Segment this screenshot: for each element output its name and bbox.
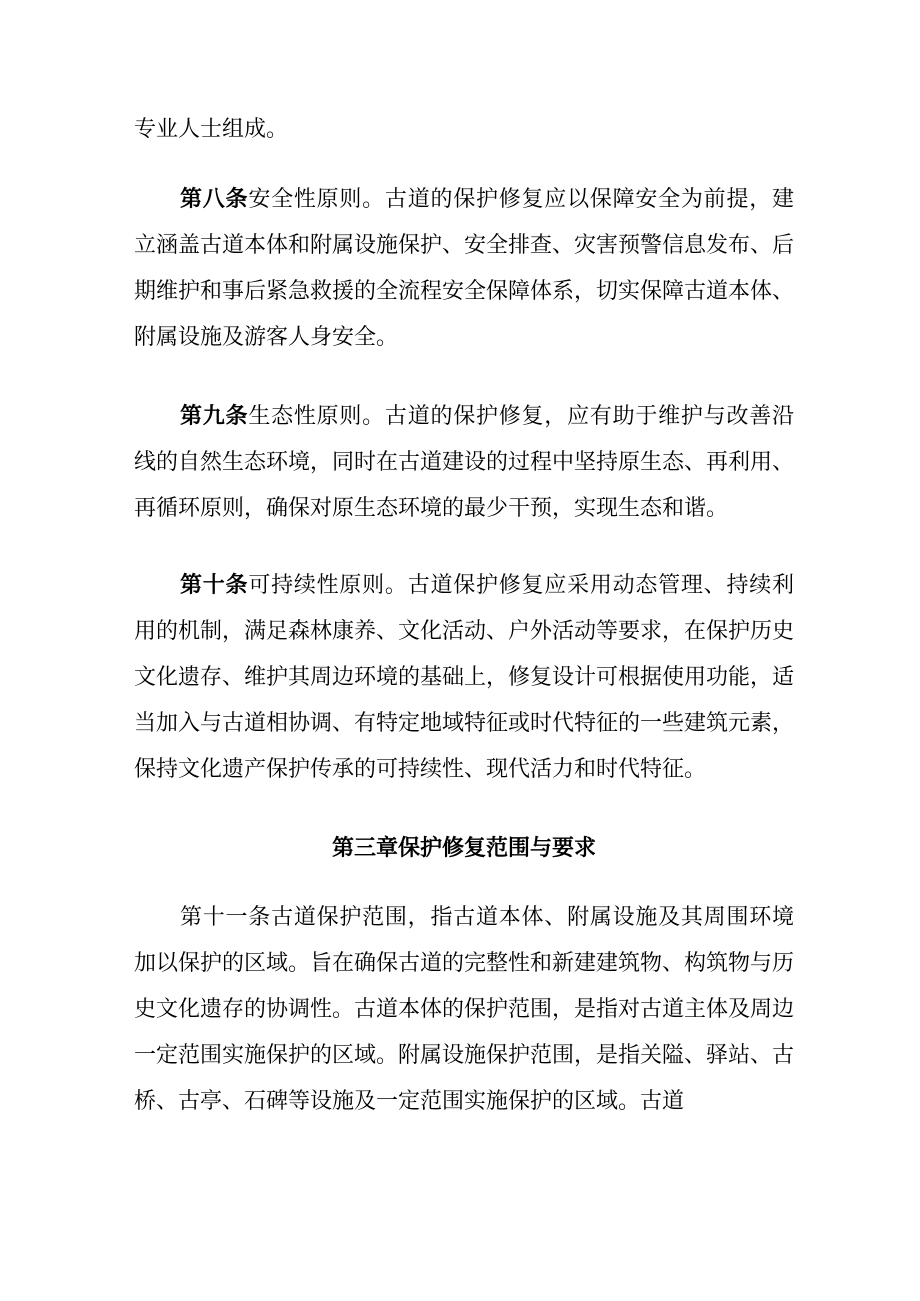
article-9-heading: 第九条 [180,404,249,429]
article-10-body: 可持续性原则。古道保护修复应采用动态管理、持续利用的机制，满足森林康养、文化活动、户外活动等要求，在保护历史文化遗存、维护其周边环境的基础上，修复设计可根据使用功能，适当加入与古道相协调、有特定地域特征或时代特征的一些建筑元素，保持文化遗产保护传承的可持续性、现代活力和时代特征。 [134,573,795,782]
article-10-heading: 第十条 [180,573,249,598]
article-8-heading: 第八条 [180,187,249,212]
article-9-paragraph [134,394,794,532]
article-8-body: 安全性原则。古道的保护修复应以保障安全为前提，建立涵盖古道本体和附属设施保护、安全排查、灾害预警信息发布、后期维护和事后紧急救援的全流程安全保障体系，切实保障古道本体、附属设施及游客人身安全。 [134,187,795,350]
chapter-title: 第三章保护修复范围与要求 [331,836,596,861]
article-11-paragraph [134,895,794,1125]
article-11-text: 第十一条古道保护范围，指古道本体、附属设施及其周围环境加以保护的区域。旨在确保古道的完整性和新建建筑物、构筑物与历史文化遗存的协调性。古道本体的保护范围，是指对古道主体及周边一定范围实施保护的区域。附属设施保护范围，是指关隘、驿站、古桥、古亭、石碑等设施及一定范围实施保护的区域。古道 [134,905,795,1114]
article-8-paragraph [134,177,794,361]
article-10-paragraph [134,563,794,793]
article-9-body: 生态性原则。古道的保护修复，应有助于维护与改善沿线的自然生态环境，同时在古道建设的过程中坚持原生态、再利用、再循环原则，确保对原生态环境的最少干预，实现生态和谐。 [134,404,795,521]
continuation-text: 专业人士组成。 [134,117,289,142]
continuation-paragraph [134,107,794,153]
